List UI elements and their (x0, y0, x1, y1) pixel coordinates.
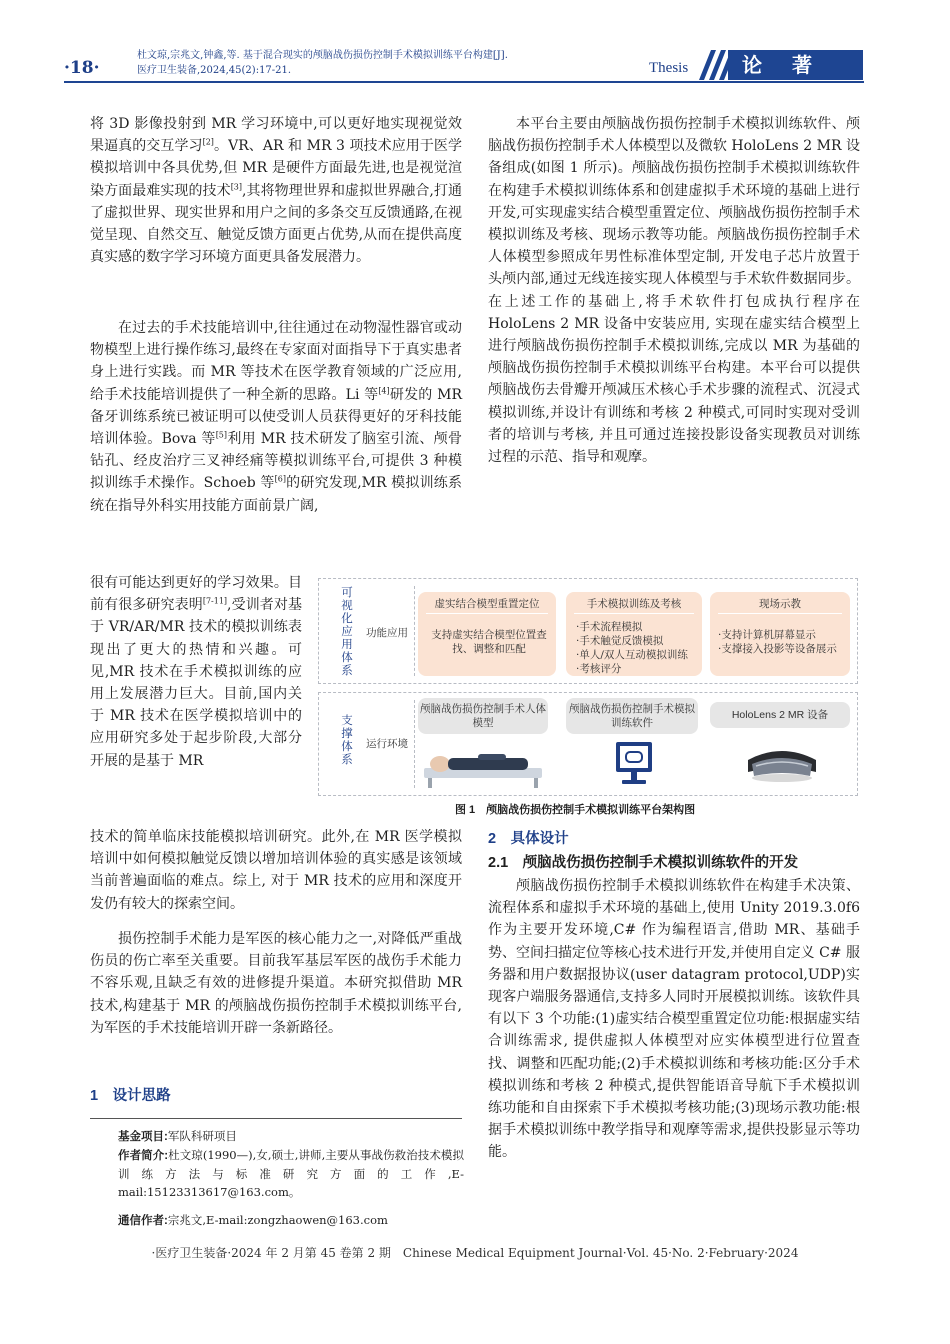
support-training-software: 颅脑战伤损伤控制手术模拟训练软件 (566, 698, 698, 734)
left-paragraph-3: 损伤控制手术能力是军医的核心能力之一,对降低严重战伤员的伤亡率至关重要。目前我军基层军医的战伤手术能力不容乐观,且缺乏有效的进修提升渠道。本研究拟借助 MR 技术,构建基于 MR 的颅脑战伤损伤控制手术模拟训练平台,为军医的手术技能培训开辟一条新路径。 (90, 931, 462, 1036)
heading-software-development: 2.1 颅脑战伤损伤控制手术模拟训练软件的开发 (488, 855, 799, 871)
page-footer: ·医疗卫生装备·2024 年 2 月第 45 卷第 2 期 Chinese Medical Equipment Journal·Vol. 45·No. 2·February·2024 (151, 1246, 799, 1260)
reference-2[interactable]: [2] (202, 137, 214, 147)
footnote-author: 作者简介:杜文琼(1990—),女,硕士,讲师,主要从事战伤救治技术模拟训练方法与标准研究方面的工作,E-mail:15123313617@163.com。 (118, 1148, 464, 1199)
card-model-reset-title: 虚实结合模型重置定位 (434, 598, 540, 610)
list-item: ·单人/双人互动模拟训练 (576, 649, 688, 661)
reference-5[interactable]: [5] (215, 430, 228, 440)
hololens-headset-icon (742, 738, 822, 788)
list-item: ·支持计算机屏幕显示 (718, 629, 816, 641)
heading-design-ideas: 1 设计思路 (90, 1088, 171, 1104)
citation-line-2: 医疗卫生装备,2024,45(2):17-21. (137, 65, 292, 76)
left-paragraph-2: 在过去的手术技能培训中,往往通过在动物湿性器官或动物模型上进行操作练习,最终在专家面对面指导下于真实患者身上进行实践。而 MR 等技术在医学教育领域的广泛应用,给手术技能培训提供了一种全新的思路。Li 等[4]研发的 MR 备牙训练系统已被证明可以使受训人员获得更好的牙科技能培训体验。Bova 等[5]利用 MR 技术研发了脑室引流、颅骨钻孔、经皮治疗三叉神经痛等模拟训练平台,可提供 3 种模拟训练手术操作。Schoeb 等[6]的研究发现,MR 模拟训练系统在指导外科实用技能方面前景广阔, (90, 320, 463, 514)
citation (137, 48, 607, 78)
thesis-label: Thesis (649, 60, 689, 76)
card-onsite-teaching-title: 现场示教 (759, 598, 801, 610)
figure-caption: 图 1 颅脑战伤损伤控制手术模拟训练平台架构图 (455, 804, 696, 816)
bottom-separator (414, 700, 415, 788)
list-item: ·手术触觉反馈模拟 (576, 635, 664, 647)
human-model-illustration (418, 738, 548, 790)
reference-3[interactable]: [3] (230, 181, 243, 191)
figure-1-architecture (318, 578, 858, 798)
list-item: ·支撑接入投影等设备展示 (718, 643, 837, 655)
visual-application-label: 可视化应用体系 (341, 585, 353, 677)
list-item: ·考核评分 (576, 663, 622, 675)
reference-4[interactable]: [4] (378, 385, 390, 395)
top-separator (414, 586, 415, 676)
card-training-exam (566, 592, 702, 676)
card-divider (426, 613, 548, 614)
reference-7-11[interactable]: [7-11] (202, 596, 228, 606)
support-hololens-device: HoloLens 2 MR 设备 (710, 702, 850, 728)
section-tag: 论著 (728, 50, 863, 80)
card-training-exam-list (576, 620, 696, 676)
card-onsite-teaching-list (718, 628, 844, 656)
card-divider (574, 613, 694, 614)
card-model-reset (418, 592, 556, 676)
footnote-rule (90, 1118, 462, 1119)
card-onsite-teaching (710, 592, 850, 676)
footnote-fund: 基金项目:军队科研项目 (118, 1129, 237, 1143)
card-model-reset-body: 支持虚实结合模型位置查找、调整和匹配 (431, 629, 547, 655)
support-system-label: 支撑体系 (341, 713, 353, 766)
footnote-corresponding: 通信作者:宗兆文,E-mail:zongzhaowen@163.com (118, 1213, 388, 1227)
list-item: ·手术流程模拟 (576, 621, 643, 633)
card-divider (718, 613, 842, 614)
left-paragraph-2-wrap: 很有可能达到更好的学习效果。目前有很多研究表明[7-11],受训者对基于 VR/AR/MR 技术的模拟训练表现出了更大的热情和兴趣。可见,MR 技术在手术模拟训练的应用上发展潜力巨大。目前,国内关于 MR 技术在医学模拟培训中的应用研究多处于起步阶段,大部分开展的是基于 MR (90, 575, 303, 769)
page-number: ·18· (64, 58, 100, 78)
left-paragraph-2-tail: 技术的简单临床技能模拟培训研究。此外,在 MR 医学模拟培训中如何模拟触觉反馈以增加培训体验的真实感是该领域当前普遍面临的难点。综上, 对于 MR 技术的应用和深度开发仍有较大的探索空间。 (90, 829, 462, 912)
header-rule (64, 81, 864, 83)
support-human-model: 颅脑战伤损伤控制手术人体模型 (418, 698, 548, 734)
monitor-icon (614, 738, 654, 790)
runtime-environment-label: 运行环境 (366, 738, 408, 750)
reference-6[interactable]: [6] (274, 474, 286, 484)
card-training-exam-title: 手术模拟训练及考核 (586, 598, 682, 610)
citation-line-1: 杜文琼,宗兆文,钟鑫,等. 基于混合现实的颅脑战伤损伤控制手术模拟训练平台构建[J]. (137, 50, 508, 61)
left-paragraph-1: 将 3D 影像投射到 MR 学习环境中,可以更好地实现视觉效果逼真的交互学习[2]。VR、AR 和 MR 3 项技术应用于医学模拟培训中各具优势,但 MR 是硬件方面最先进,也是视觉渲染方面最难实现的技术[3],其将物理世界和虚拟世界融合,打通了虚拟世界、现实世界和用户之间的多条交互反馈通路,在视觉呈现、自然交互、触觉反馈方面更占优势,从而在提供高度真实感的数字学习环境方面更具备发展潜力。 (90, 116, 463, 266)
heading-detailed-design: 2 具体设计 (488, 831, 569, 847)
function-application-label: 功能应用 (366, 627, 408, 639)
right-paragraph-1: 本平台主要由颅脑战伤损伤控制手术模拟训练软件、颅脑战伤损伤控制手术人体模型以及微软 HoloLens 2 MR 设备组成(如图 1 所示)。颅脑战伤损伤控制手术模拟训练软件在构建手术模拟训练体系和创建虚拟手术环境的基础上进行开发,可实现虚实结合模型重置定位、颅脑战伤损伤控制手术模拟训练及考核、现场示教等功能。颅脑战伤损伤控制手术人体模型参照成年男性标准体型定制, 开发电子芯片放置于头颅内部,通过无线连接实现人体模型与手术软件数据同步。在上述工作的基础上,将手术软件打包成执行程序在 HoloLens 2 MR 设备中安装应用, 实现在虚实结合模型上进行颅脑战伤损伤控制手术模拟训练,完成以 MR 为基础的颅脑战伤损伤控制手术模拟训练平台构建。本平台可以提供颅脑战伤去骨瓣开颅减压术核心手术步骤的流程式、沉浸式模拟训练,并设计有训练和考核 2 种模式,可同时实现对受训者的培训与考核, 并且可通过连接投影设备实现教员对训练过程的示范、指导和观摩。 (488, 116, 860, 466)
right-paragraph-2: 颅脑战伤损伤控制手术模拟训练软件在构建手术决策、流程体系和虚拟手术环境的基础上,使用 Unity 2019.3.0f6 作为主要开发环境,C# 作为编程语言,借助 MR、基础手势、空间扫描定位等核心技术进行开发,并使用自定义 C# 服务器和用户数据报协议(user datagram protocol,UDP)实现客户端服务器通信,支持多人同时开展模拟训练。该软件具有以下 3 个功能:(1)虚实结合模型重置定位功能:根据虚实结合训练需求, 提供虚拟人体模型对应实体模型进行位置查找、调整和匹配功能;(2)手术模拟训练和考核功能:区分手术模拟训练和考核 2 种模式,提供智能语音导航下手术模拟训练功能和自由探索下手术模拟考核功能;(3)现场示教功能:根据手术模拟训练中教学指导和观摩等需求,提供投影显示等功能。 (488, 878, 860, 1161)
